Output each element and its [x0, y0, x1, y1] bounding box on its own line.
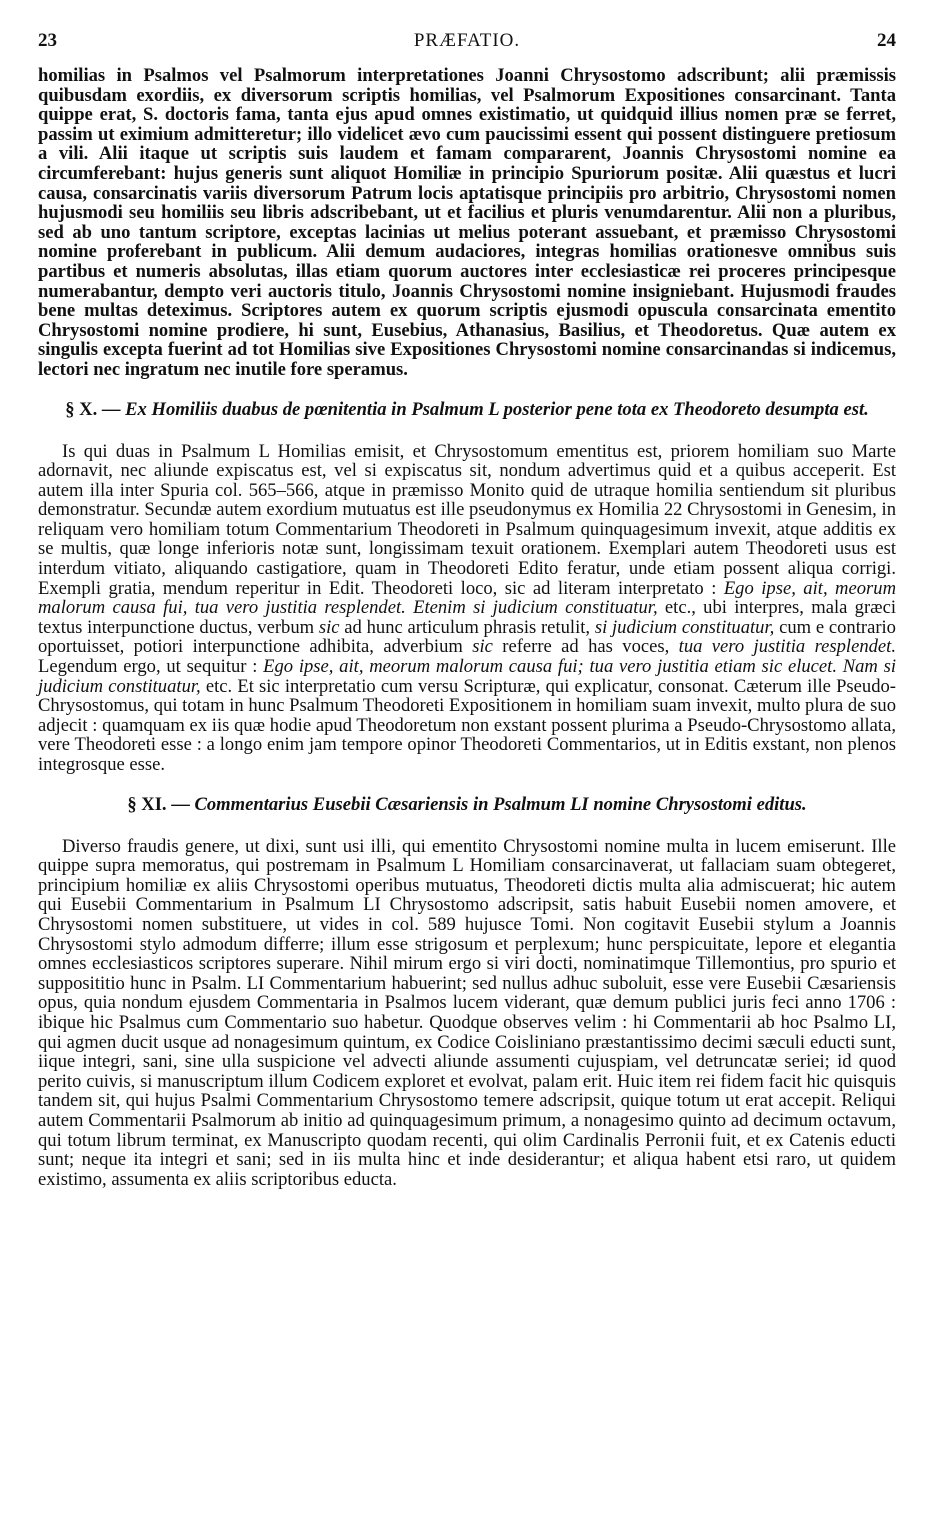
section-title: Ex Homiliis duabus de pœnitentia in Psalmum L posterior pene tota ex Theodoreto desumpta est. — [125, 398, 869, 420]
italic-quote: Ego ipse, ait, meorum malorum causa fui; tua vero justitia etiam sic elucet. Nam si judicium constituatur, — [38, 656, 896, 697]
section-title: Commentarius Eusebii Cæsariensis in Psalmum LI nomine Chrysostomi editus. — [194, 793, 807, 815]
left-page-number: 23 — [38, 30, 57, 51]
text-run: cum e contrario oportuisset, potiori interpunctione adhibita, adverbium — [38, 616, 896, 658]
italic-quote: si judicium constituatur, — [594, 616, 775, 638]
text-run: etc., ubi interpres, mala græci textus interpunctione ductus, verbum — [38, 597, 896, 638]
paragraph-section-xi: Diverso fraudis genere, ut dixi, sunt usi illi, qui ementito Chrysostomi nomine multa in lucem emiserunt. Ille quippe supra memoratus, qui postremam in Psalmum L Homiliam consarcinaverat, ut fallaciam suam obtegeret, principium homiliæ ex aliis Chrysostomi operibus mutuatus, Theodoreti dictis multa alia admiscuerat; hic autem qui Eusebii Commentarium in Psalmum LI Chrysostomo adscripsit, satis habuit Eusebii nomen amovere, et Chrysostomi nomen substituere, ut vides in col. 589 hujusce Tomi. Non cogitavit Eusebii stylum a Joannis Chrysostomi stylo admodum differre; illum esse strigosum et perplexum; hunc perspicuitate, lepore et elegantia omnes ecclesiasticos scriptores superare. Nihil mirum ergo si viri docti, nominatimque Tillemontius, pro spurio et supposititio hunc in Psalm. LI Commentarium habuerint; sed nullus adhuc suboluit, esse vere Eusebii Cæsariensis opus, quia nondum ejusdem Commentaria in Psalmos lucem viderant, quæ demum publici juris feci anno 1706 : ibique hic Psalmus cum Commentario suo habetur. Quodque observes velim : hi Commentarii ab hoc Psalmo LI, qui agmen ducit usque ad nonagesimum quintum, ex Codice Coisliniano præstantissimo decimi sæculi educti sunt, iique integri, sani, sine ulla suspicione vel advecti aliunde assumenti cujuspiam, vel detruncatæ seriei; id quod perito cuivis, si manuscriptum illum Codicem exploret et evolvat, palam erit. Huic item rei fidem facit hic quisquis tandem sit, qui hujus Psalmi Commentarium Chrysostomo temere adscripsit, quique totum ut erat accepit. Reliqui autem Commentarii Psalmorum ab initio ad quinquagesimum primum, a nonagesimo quinto ad decimum octavum, qui totum librum terminat, ex Manuscripto quodam recenti, qui olim Cardinalis Perronii fuit, et ex Catenis educti sunt; neque ita integri et sani; sed in iis multa hinc et inde desiderantur; et aliqua habent etsi raro, ut quidem existimo, assumenta ex aliis scriptoribus educta. — [38, 835, 896, 1190]
italic-quote: sic — [472, 636, 493, 658]
paragraph-section-x — [38, 442, 896, 775]
running-head — [38, 30, 896, 66]
italic-quote: Ego ipse, ait, meorum malorum causa fui, tua vero justitia resplendet. Etenim si judicium constituatur, — [38, 577, 896, 619]
section-heading-xi — [38, 794, 896, 815]
page — [38, 30, 896, 1189]
section-heading-x — [38, 399, 896, 420]
italic-quote: sic — [318, 616, 340, 638]
section-number: § X. — — [65, 398, 121, 420]
text-run: etc. Et sic interpretatio cum versu Scripturæ, qui explicatur, consonat. Cæterum ille Pseudo-Chrysostomus, qui totam in hunc Psalmum Theodoreti Expositionem in homiliam suam invexit, multo plura de suo adjecit : quamquam ex iis quæ hodie apud Theodoretum non exstant possent plurima a Pseudo-Chrysostomo allata, vere Theodoreti esse : a longo enim jam tempore opinor Theodoreti Commentarios, ut in Editis exstant, non plenos integrosque esse. — [38, 675, 896, 775]
text-run: Legendum ergo, ut sequitur : — [38, 656, 264, 678]
section-number: § XI. — — [127, 793, 190, 815]
text-run: Is qui duas in Psalmum L Homilias emisit, et Chrysostomum ementitus est, priorem homiliam suo Marte adornavit, nec aliunde expiscatus est, vel si expiscatus sit, nondum advertimus quid et a quibus acceperit. Est autem illa inter Spuria col. 565–566, atque in præmisso Monito quid de utraque homilia sentiendum sit pluribus demonstratur. Secundæ autem exordium mutuatus est ille pseudonymus ex Homilia 22 Chrysostomi in Genesim, in reliquam vero homiliam totum Commentarium Theodoreti in Psalmum quinquagesimum invexit, atque additis ex se multis, quæ longe inferioris notæ sunt, longissimam texuit orationem. Exemplari autem Theodoreti usus est interdum vitiato, aliquando castigatiore, quam in Theodoreti Edito feratur, unde etiam possent aliqua corrigi. Exempli gratia, mendum reperitur in Edit. Theodoreti loco, sic ad literam interpretato : — [38, 440, 896, 599]
running-title: PRÆFATIO. — [413, 30, 521, 51]
italic-quote: tua vero justitia resplendet. — [678, 636, 896, 658]
text-run: referre ad has voces, — [492, 636, 679, 658]
paragraph-continuation: homilias in Psalmos vel Psalmorum interpretationes Joanni Chrysostomo adscribunt; alii præmissis quibusdam exordiis, ex diversorum scriptis homilias, vel Psalmorum Expositiones consarcinant. Tanta quippe erat, S. doctoris fama, tanta ejus apud omnes existimatio, ut quidquid illius nomen præ se ferret, passim ut eximium admitteretur; illo videlicet ævo cum paucissimi essent qui possent distinguere pretiosum a vili. Alii itaque ut scriptis suis laudem et famam compararent, Joannis Chrysostomi nomine ea circumferebant: hujus generis sunt aliquot Homiliæ in principio Spuriorum positæ. Alii quæstus et lucri causa, consarcinatis variis diversorum Patrum locis aptatisque principiis pro arbitrio, Chrysostomi nomen hujusmodi seu homiliis seu libris adscribebant, ut et facilius et pluris venumdarentur. Alii non a pluribus, sed ab uno tantum scriptore, exceptas lacinias ut melius poterant assuebant, et præmisso Chrysostomi nomine proferebant in publicum. Alii demum audaciores, integras homilias orationesve omnibus suis partibus et numeris absolutas, illas etiam quorum auctores inter ecclesiasticæ rei proceres principesque numerabantur, dempto veri auctoris titulo, Joannis Chrysostomi nomine insigniebant. Hujusmodi fraudes bene multas deteximus. Scriptores autem ex quorum scriptis ejusmodi opuscula consarcinata ementito Chrysostomi nomine prodiere, hi sunt, Eusebius, Athanasius, Basilius, et Theodoretus. Quæ autem ex singulis excepta fuerint ad tot Homilias sive Expositiones Chrysostomi nomine consarcinandas si indicemus, lectori nec ingratum nec inutile fore speramus. — [38, 65, 896, 380]
right-page-number: 24 — [877, 30, 896, 51]
text-run: ad hunc articulum phrasis retulit, — [339, 616, 595, 638]
